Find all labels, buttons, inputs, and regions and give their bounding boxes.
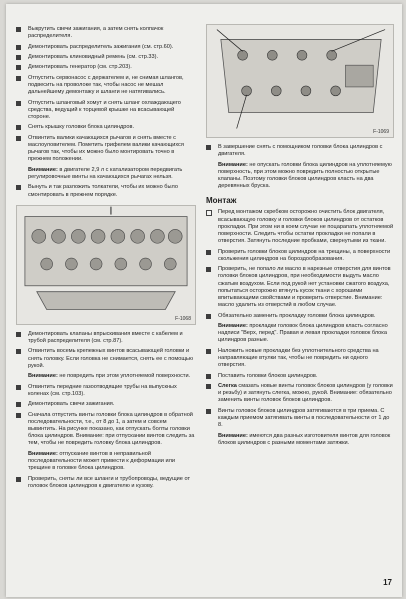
list-item: Выкрутить свечи зажигания, а затем снять колпачок распределителя. [16,26,196,40]
list-item: Демонтировать клиновидный ремень (см. стр.33). [16,54,196,61]
engine-illustration-head-bolts [206,24,394,138]
square-bullet-icon [206,374,211,379]
square-bullet-icon [206,267,211,272]
list-item: Обязательно заменить прокладку головки блока цилиндров. [206,313,394,320]
cylinder-head-icon [207,25,393,137]
rocker-shaft-icon [17,206,195,324]
figure-label: F-1068 [175,315,191,322]
square-bullet-icon [16,125,21,130]
square-bullet-icon [16,477,21,482]
list-item: Отпустить шланговый хомут и снять шланг охлаждающего средства, ведущий к торцевой крышке на всасывающей стороне. [16,100,196,122]
square-bullet-icon [16,349,21,354]
square-bullet-icon [16,332,21,337]
note-item: Внимание: в двигателе 2,9 л с катализатором передвигать регулировочные винты на качающихся рычагах нельзя. [28,166,183,180]
note-item: Внимание: прокладки головок блока цилиндров класть согласно надписи "Верх, перед". Правая и левая прокладки головок блока цилиндров разные. [218,323,388,344]
square-bullet-icon [16,76,21,81]
list-item: Сначала отпустить винты головки блока цилиндров в обратной последовательности, т.е., от 8 до 1, а затем и совсем вывинтить. На рисунке показано, как отпускать болты головки блока цилиндров. Внимание: при отпускании винтов следить за тем, чтобы не повредить головку блока цилиндров. [16,412,196,448]
left-column [16,26,196,493]
engine-illustration-rocker [16,205,196,325]
list-item: Слегка смазать новые винты головок блоков цилиндров (у головки и резьбу) и затянуть слегка, можно, рукой. Внимание: обязательно заменить винты головок блоков цилиндров. [206,383,394,405]
list-item: Поставить головки блоков цилиндров. [206,373,394,380]
square-bullet-icon [16,27,21,32]
list-item: Отпустить сервонасос с держателем и, не снимая шлангов, подвесить на проволоке так, чтобы насос не мешал дальнейшему демонтажу и шланги не натягивались. [16,75,196,97]
list-item: Демонтировать генератор (см. стр.203). [16,64,196,71]
figure-label: F-1069 [373,129,389,135]
square-bullet-icon [16,65,21,70]
square-bullet-icon [16,402,21,407]
list-item: В завершение снять с помощником головки блока цилиндров с двигателя. [206,144,394,158]
list-item: Наложить новые прокладки без уплотнительного средства на направляющие втулки так, чтобы не повредить ни одного отверстия. [206,348,394,370]
square-bullet-icon [206,145,211,150]
list-item: Проверить, сняты ли все шланги и трубопроводы, ведущие от головок блоков цилиндров к двигателю и кузову. [16,476,196,490]
square-bullet-icon [16,45,21,50]
right-column [206,24,394,450]
list-item: Демонтировать клапаны впрыскивания вместе с кабелем и трубой распределителя (см. стр.87). [16,331,196,345]
list-item: Демонтировать свечи зажигания. [16,401,196,408]
square-bullet-icon [16,185,21,190]
list-item: Отвинтить валики качающихся рычагов и снять вместе с маслоуловителем. Пометить грифелем валики качающихся рычагов так, чтобы их можно было монтировать точно в прежнем положении. [16,135,196,164]
square-bullet-icon [206,250,211,255]
list-item: Проверить, не попало ли масло в нарезные отверстия для винтов головки блоков цилиндров, при необходимости выдуть масло сжатым воздухом. Если под рукой нет установки сжатого воздуха, попытаться осторожно втянуть кусок ткани с хорошими впитывающими свойствами и проверить отверстие. Внимание: масло удалить из отверстий в любом случае. [206,266,394,309]
list-item: Вынуть и так разложить толкатели, чтобы их можно было смонтировать в прежнем порядке. [16,184,196,198]
note-item: Внимание: не повредить при этом уплотняемой поверхности. [28,373,191,380]
list-item: Отвинтить восемь крепежных винтов всасывающей головки и снять головку. Если головка не снимается, снять ее с помощью рукой. [16,348,196,370]
section-heading: Монтаж [206,196,237,206]
note-item: Внимание: имеются два разных изготовителя винтов для головок блоков цилиндров с разными моментами затяжки. [218,432,391,446]
square-bullet-icon [206,314,211,319]
list-item: Снять крышку головки блока цилиндров. [16,124,196,131]
square-bullet-icon [16,136,21,141]
note-item: Внимание: не опускать головки блока цилиндров на уплотняемую поверхность, при этом можно повредить полностью открытые клапаны. Поэтому головки блоков цилиндров класть на два деревянных бруска. [218,161,392,190]
square-bullet-icon [16,101,21,106]
list-item: Отвинтить передние газоотводящие трубы на выпускных коленах (см. стр.103). [16,384,196,398]
list-item: Демонтировать распределитель зажигания (см. стр.60). [16,44,196,51]
square-bullet-icon [16,413,21,418]
list-item: Проверить головки блоков цилиндров на трещины, а поверхности скольжения цилиндров на бороздообразования. [206,249,394,263]
square-bullet-icon [16,55,21,60]
list-item: Перед монтажом скребком осторожно очистить блок двигателя, всасывающую головку и головки блоков цилиндров от остатков прокладки. При этом ни в коем случае не поцарапать уплотняемой поверхности. Следить чтобы остатки прокладки не попали в отверстия. Затянуть последние пробками, свернутыми из ткани. [206,209,394,245]
manual-page [6,4,402,597]
note-item: Внимание: отпускание винтов в неправильной последовательности может привести к деформации или трещине в головке блока цилиндров. [28,450,175,472]
page-number: 17 [383,578,392,587]
list-item: Винты головок блоков цилиндров затягиваются в три приема. С каждым приемом затягивать винты в последовательности от 1 до 8. [206,408,394,430]
square-bullet-icon [206,384,211,389]
square-bullet-icon [206,349,211,354]
square-bullet-icon [206,409,211,414]
checkbox-bullet-icon [206,210,212,216]
square-bullet-icon [16,385,21,390]
